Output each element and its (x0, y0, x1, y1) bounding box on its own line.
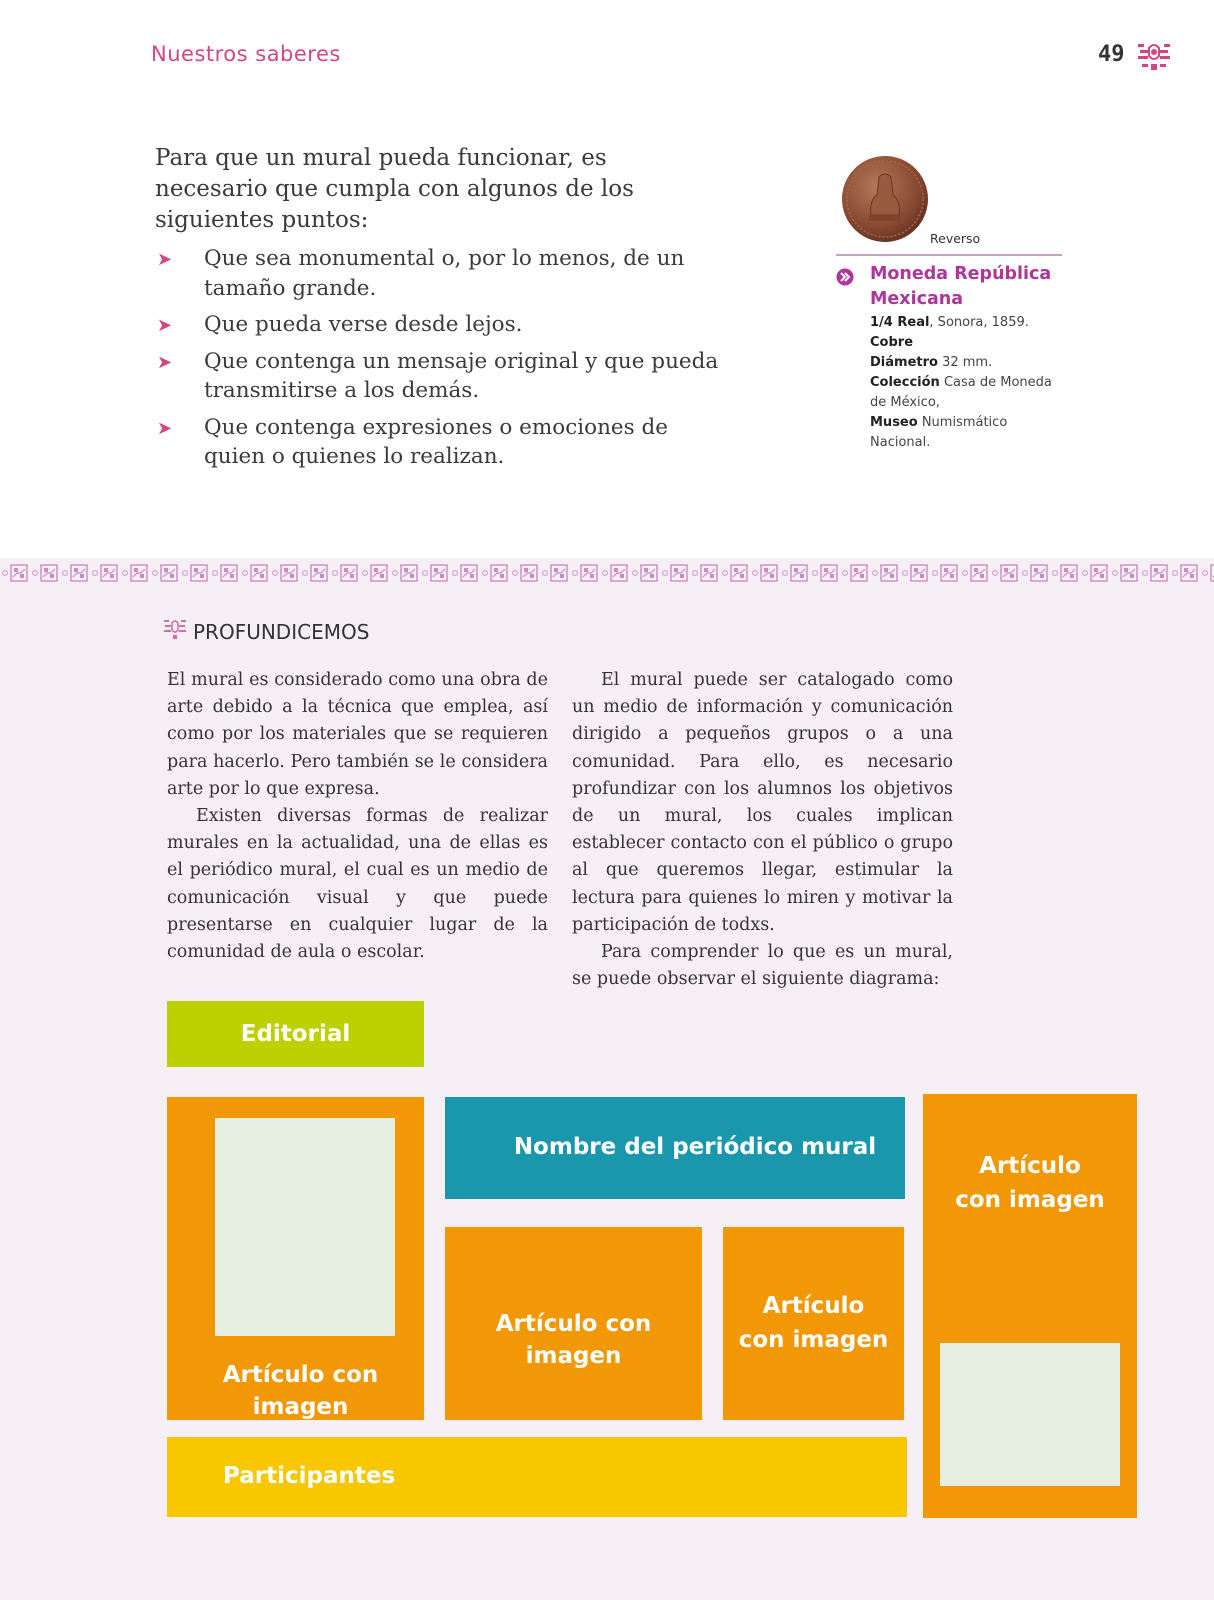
bullet-text: Que pueda verse desde lejos. (204, 312, 523, 337)
chevron-right-icon: ➤ (157, 315, 173, 336)
article-block-right (923, 1094, 1137, 1518)
chevron-right-icon: ➤ (157, 249, 173, 270)
bullet-text: Que sea monumental o, por lo menos, de un tamaño grande. (204, 246, 685, 301)
coin-collection: Colección Casa de Moneda de México, (870, 375, 1052, 410)
ornament-icon (1136, 38, 1172, 74)
article-label-line1: Artículo (762, 1293, 865, 1319)
list-item (155, 310, 735, 340)
article-label-line2: con imagen (738, 1327, 889, 1353)
section-title: Nuestros saberes (151, 42, 341, 66)
list-item (155, 413, 735, 472)
image-placeholder (215, 1118, 395, 1336)
bullet-text: Que contenga expresiones o emociones de quien o quienes lo realizan. (204, 414, 669, 469)
page-number: 49 (1098, 42, 1125, 67)
chevron-right-icon: ➤ (157, 351, 173, 373)
participants-block (167, 1437, 907, 1517)
list-item (155, 347, 735, 406)
coin-museum: Museo Numismático Nacional. (870, 415, 1008, 450)
intro-text: Para que un mural pueda funcionar, es necesario que cumpla con algunos de los siguientes puntos: (155, 145, 634, 233)
article-label: Artículo con imagen (495, 1311, 652, 1369)
article-label-line2: con imagen (955, 1187, 1105, 1213)
coin-material: Cobre (870, 335, 914, 350)
divider (836, 254, 1062, 256)
article-block-left (167, 1097, 424, 1420)
article-block-middle (445, 1227, 702, 1420)
article-label-line1: Artículo (979, 1153, 1081, 1179)
text-column-right (572, 667, 953, 993)
ornament-icon (163, 617, 187, 641)
coin-caption: Reverso (930, 231, 981, 246)
coin-diameter: Diámetro 32 mm. (870, 355, 993, 370)
image-placeholder (940, 1343, 1120, 1486)
chevron-right-icon: ➤ (157, 417, 173, 439)
paragraph: El mural puede ser catalogado como un medio de información y comunicación dirigido a pequeños grupos o a una comunidad. Para ello, es necesario profundizar con los alumnos los objetivos de un mural, los cuales implican establecer contacto con el público o grupo al que queremos llegar, estimular la lectura para quienes lo miren y motivar la participación de todxs. (572, 670, 953, 935)
coin-image (841, 155, 929, 243)
article-block-small (723, 1227, 904, 1420)
participants-label: Participantes (223, 1463, 396, 1489)
coin-title: Moneda República Mexicana (870, 264, 1052, 309)
paragraph: Para comprender lo que es un mural, se puede observar el siguiente diagrama: (572, 942, 953, 990)
newspaper-name-label: Nombre del periódico mural (513, 1134, 877, 1160)
text-column-left (167, 667, 548, 966)
newspaper-name-block (445, 1097, 905, 1199)
editorial-label: Editorial (240, 1021, 351, 1047)
bullet-text: Que contenga un mensaje original y que pueda transmitirse a los demás. (204, 348, 719, 403)
double-chevron-icon (836, 268, 854, 286)
coin-value: 1/4 Real, Sonora, 1859. (870, 315, 1029, 330)
decorative-border (0, 561, 1214, 585)
section-heading: PROFUNDICEMOS (193, 620, 370, 644)
paragraph: El mural es considerado como una obra de arte debido a la técnica que emplea, así como por los materiales que se requieren para hacerlo. Pero también se le considera arte por lo que expresa. (167, 670, 548, 799)
article-label: Artículo con imagen (222, 1362, 379, 1420)
bullet-list (155, 244, 735, 479)
list-item (155, 244, 735, 303)
paragraph: Existen diversas formas de realizar murales en la actualidad, una de ellas es el periódico mural, el cual es un medio de comunicación visual y que puede presentarse en cualquier lugar de la comunidad de aula o escolar. (167, 806, 548, 963)
editorial-block (167, 1001, 424, 1067)
coin-details (870, 313, 1070, 453)
